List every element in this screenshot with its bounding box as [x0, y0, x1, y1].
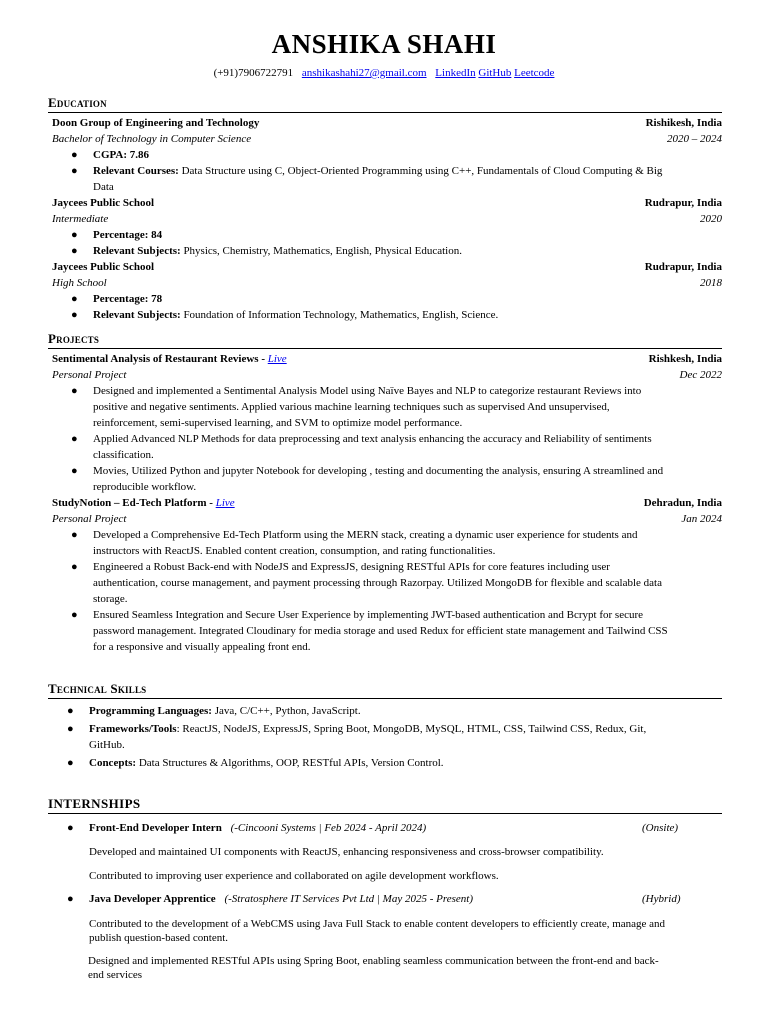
- list-item: ● Movies, Utilized Python and jupyter Notebook for developing , testing and documenting the analysis, ensuring A streamlined and reproducible workflow.: [71, 465, 664, 493]
- list-item: ● Relevant Courses: Data Structure using C, Object-Oriented Programming using C++, Fundamentals of Cloud Computing & Big Data: [71, 165, 663, 193]
- bullet-icon: ●: [71, 609, 78, 621]
- bullet-icon: ●: [67, 893, 74, 905]
- degree-name: Bachelor of Technology in Computer Science: [52, 133, 252, 145]
- live-link[interactable]: Live: [267, 353, 287, 365]
- project-dates: Dec 2022: [679, 369, 722, 381]
- project-location: Rishkesh, India: [648, 353, 722, 365]
- project-entry: StudyNotion – Ed-Tech Platform - Live Dehradun, India Personal Project Jan 2024 ● Developed a Comprehensive Ed-Tech Platform using the MERN stack, creating a dynamic user experience for students and instructors with ReactJS. Enabled content creation, consumption, and rating functionalities. ● Engineered a Robust Back-end with NodeJS and ExpressJS, designing RESTful APIs for core features including user authentication, course management, and payment processing through Razorpay. Utilized MongoDB for flexible and scalable data storage. ● Ensured Seamless Integration and Secure User Experience by implementing JWT-based authentication and Bcrypt for secure password management. Integrated Cloudinary for media storage and used Redux for efficient state management and Tailwind CSS for a responsive and visually appealing front end.: [52, 497, 722, 653]
- education-entry: [52, 195, 722, 259]
- list-item: ● Programming Languages: Java, C/C++, Python, JavaScript.: [67, 705, 361, 717]
- institution-location: Rudrapur, India: [644, 197, 722, 209]
- phone-number: (+91)7906722791: [213, 67, 294, 79]
- bullet-icon: ●: [71, 293, 78, 305]
- linkedin-link[interactable]: LinkedIn: [435, 67, 476, 79]
- project-kind: Personal Project: [52, 513, 127, 525]
- internship-role: Front-End Developer Intern: [89, 822, 222, 834]
- bullet-icon: ●: [71, 309, 78, 321]
- internship-description: Contributed to improving user experience and collaborated on agile development workflows.: [89, 870, 499, 882]
- projects-section: [48, 330, 722, 655]
- bullet-icon: ●: [71, 165, 78, 177]
- education-dates: 2020: [700, 213, 722, 225]
- skills-section: [48, 680, 722, 773]
- list-item: ● Developed a Comprehensive Ed-Tech Platform using the MERN stack, creating a dynamic user experience for students and instructors with ReactJS. Enabled content creation, consumption, and rating functionalities.: [71, 529, 638, 557]
- list-item: ● Percentage: 78: [71, 293, 163, 305]
- bullet-icon: ●: [71, 149, 78, 161]
- list-item: ● Applied Advanced NLP Methods for data preprocessing and text analysis enhancing the accuracy and Reliability of sentiments classification.: [71, 433, 652, 461]
- bullet-icon: ●: [71, 433, 78, 445]
- internship-description: Developed and maintained UI components with ReactJS, enhancing responsiveness and cross-browser compatibility.: [89, 846, 604, 858]
- bullet-icon: ●: [71, 245, 78, 257]
- internship-mode: (Hybrid): [642, 893, 681, 905]
- list-item: ● Designed and implemented a Sentimental Analysis Model using Naïve Bayes and NLP to categorize restaurant Reviews into positive and negative sentiments. Applied various machine learning techniques such as supervised And unsupervised, reinforcement, semi-supervised learning, and SVM to optimize model performance.: [71, 385, 642, 429]
- project-kind: Personal Project: [52, 369, 127, 381]
- degree-name: High School: [52, 277, 107, 289]
- institution-location: Rudrapur, India: [644, 261, 722, 273]
- internship-details: (-Stratosphere IT Services Pvt Ltd | May 2025 - Present): [224, 893, 473, 905]
- education-dates: 2018: [700, 277, 722, 289]
- institution-name: Doon Group of Engineering and Technology: [52, 117, 260, 129]
- section-title-internships: INTERNSHIPS: [48, 795, 722, 814]
- email-link[interactable]: anshikashahi27@gmail.com: [301, 67, 427, 79]
- live-link[interactable]: Live: [215, 497, 235, 509]
- bullet-icon: ●: [67, 822, 74, 834]
- internship-mode: (Onsite): [642, 822, 679, 834]
- bullet-icon: ●: [67, 723, 74, 735]
- project-dates: Jan 2024: [681, 513, 722, 525]
- project-location: Dehradun, India: [643, 497, 722, 509]
- institution-location: Rishikesh, India: [645, 117, 722, 129]
- list-item: ● Percentage: 84: [71, 229, 163, 241]
- internship-role: Java Developer Apprentice: [89, 893, 216, 905]
- internship-description: Designed and implemented RESTful APIs using Spring Boot, enabling seamless communication between the front-end and back-end services: [88, 955, 659, 981]
- list-item: ● Engineered a Robust Back-end with NodeJS and ExpressJS, designing RESTful APIs for core features including user authentication, course management, and payment processing through Razorpay. Utilized MongoDB for flexible and scalable data storage.: [71, 561, 662, 605]
- internship-header: [48, 820, 722, 836]
- github-link[interactable]: GitHub: [478, 67, 512, 79]
- project-entry: Sentimental Analysis of Restaurant Reviews - Live Rishkesh, India Personal Project Dec 2022 ● Designed and implemented a Sentimental Analysis Model using Naïve Bayes and NLP to categorize restaurant Reviews into positive and negative sentiments. Applied various machine learning techniques such as supervised And unsupervised, reinforcement, semi-supervised learning, and SVM to optimize model performance. ● Applied Advanced NLP Methods for data preprocessing and text analysis enhancing the accuracy and Reliability of sentiments classification. ● Movies, Utilized Python and jupyter Notebook for developing , testing and documenting the analysis, ensuring A streamlined and reproducible workflow.: [52, 353, 722, 493]
- bullet-icon: ●: [67, 757, 74, 769]
- section-title-education: Education: [48, 94, 722, 113]
- bullet-icon: ●: [71, 529, 78, 541]
- list-item: ● Frameworks/Tools: ReactJS, NodeJS, ExpressJS, Spring Boot, MongoDB, MySQL, HTML, CSS, Tailwind CSS, Redux, Git, GitHub.: [67, 723, 647, 751]
- institution-name: Jaycees Public School: [52, 261, 155, 273]
- section-title-projects: Projects: [48, 330, 722, 349]
- bullet-icon: ●: [71, 465, 78, 477]
- education-entry: [52, 259, 722, 323]
- leetcode-link[interactable]: Leetcode: [514, 67, 555, 79]
- list-item: ● Concepts: Data Structures & Algorithms, OOP, RESTful APIs, Version Control.: [67, 757, 444, 769]
- project-name: Sentimental Analysis of Restaurant Reviews: [52, 353, 259, 365]
- bullet-icon: ●: [71, 561, 78, 573]
- degree-name: Intermediate: [52, 213, 109, 225]
- list-item: ● Relevant Subjects: Physics, Chemistry, Mathematics, English, Physical Education.: [71, 245, 462, 257]
- bullet-icon: ●: [67, 705, 74, 717]
- internship-details: (-Cincooni Systems | Feb 2024 - April 2024): [230, 822, 427, 834]
- list-item: ● Relevant Subjects: Foundation of Information Technology, Mathematics, English, Science.: [71, 309, 499, 321]
- section-title-skills: Technical Skills: [48, 680, 722, 699]
- institution-name: Jaycees Public School: [52, 197, 155, 209]
- education-dates: 2020 – 2024: [667, 133, 722, 145]
- internships-section: [48, 795, 722, 982]
- bullet-icon: ●: [71, 385, 78, 397]
- education-entry: [52, 115, 722, 195]
- internship-description: Contributed to the development of a WebCMS using Java Full Stack to enable content developers to efficiently create, manage and publish question-based content.: [89, 918, 666, 944]
- list-item: ● CGPA: 7.86: [71, 149, 150, 161]
- bullet-icon: ●: [71, 229, 78, 241]
- education-section: [48, 94, 722, 323]
- list-item: ● Ensured Seamless Integration and Secure User Experience by implementing JWT-based authentication and Bcrypt for secure password management. Integrated Cloudinary for media storage and used Redux for efficient state management and Tailwind CSS for a responsive and visually appealing front end.: [71, 609, 668, 653]
- contact-line: [0, 66, 768, 80]
- internship-header: [48, 891, 722, 907]
- project-name: StudyNotion – Ed-Tech Platform: [52, 497, 207, 509]
- candidate-name: ANSHIKA SHAHI: [271, 29, 497, 59]
